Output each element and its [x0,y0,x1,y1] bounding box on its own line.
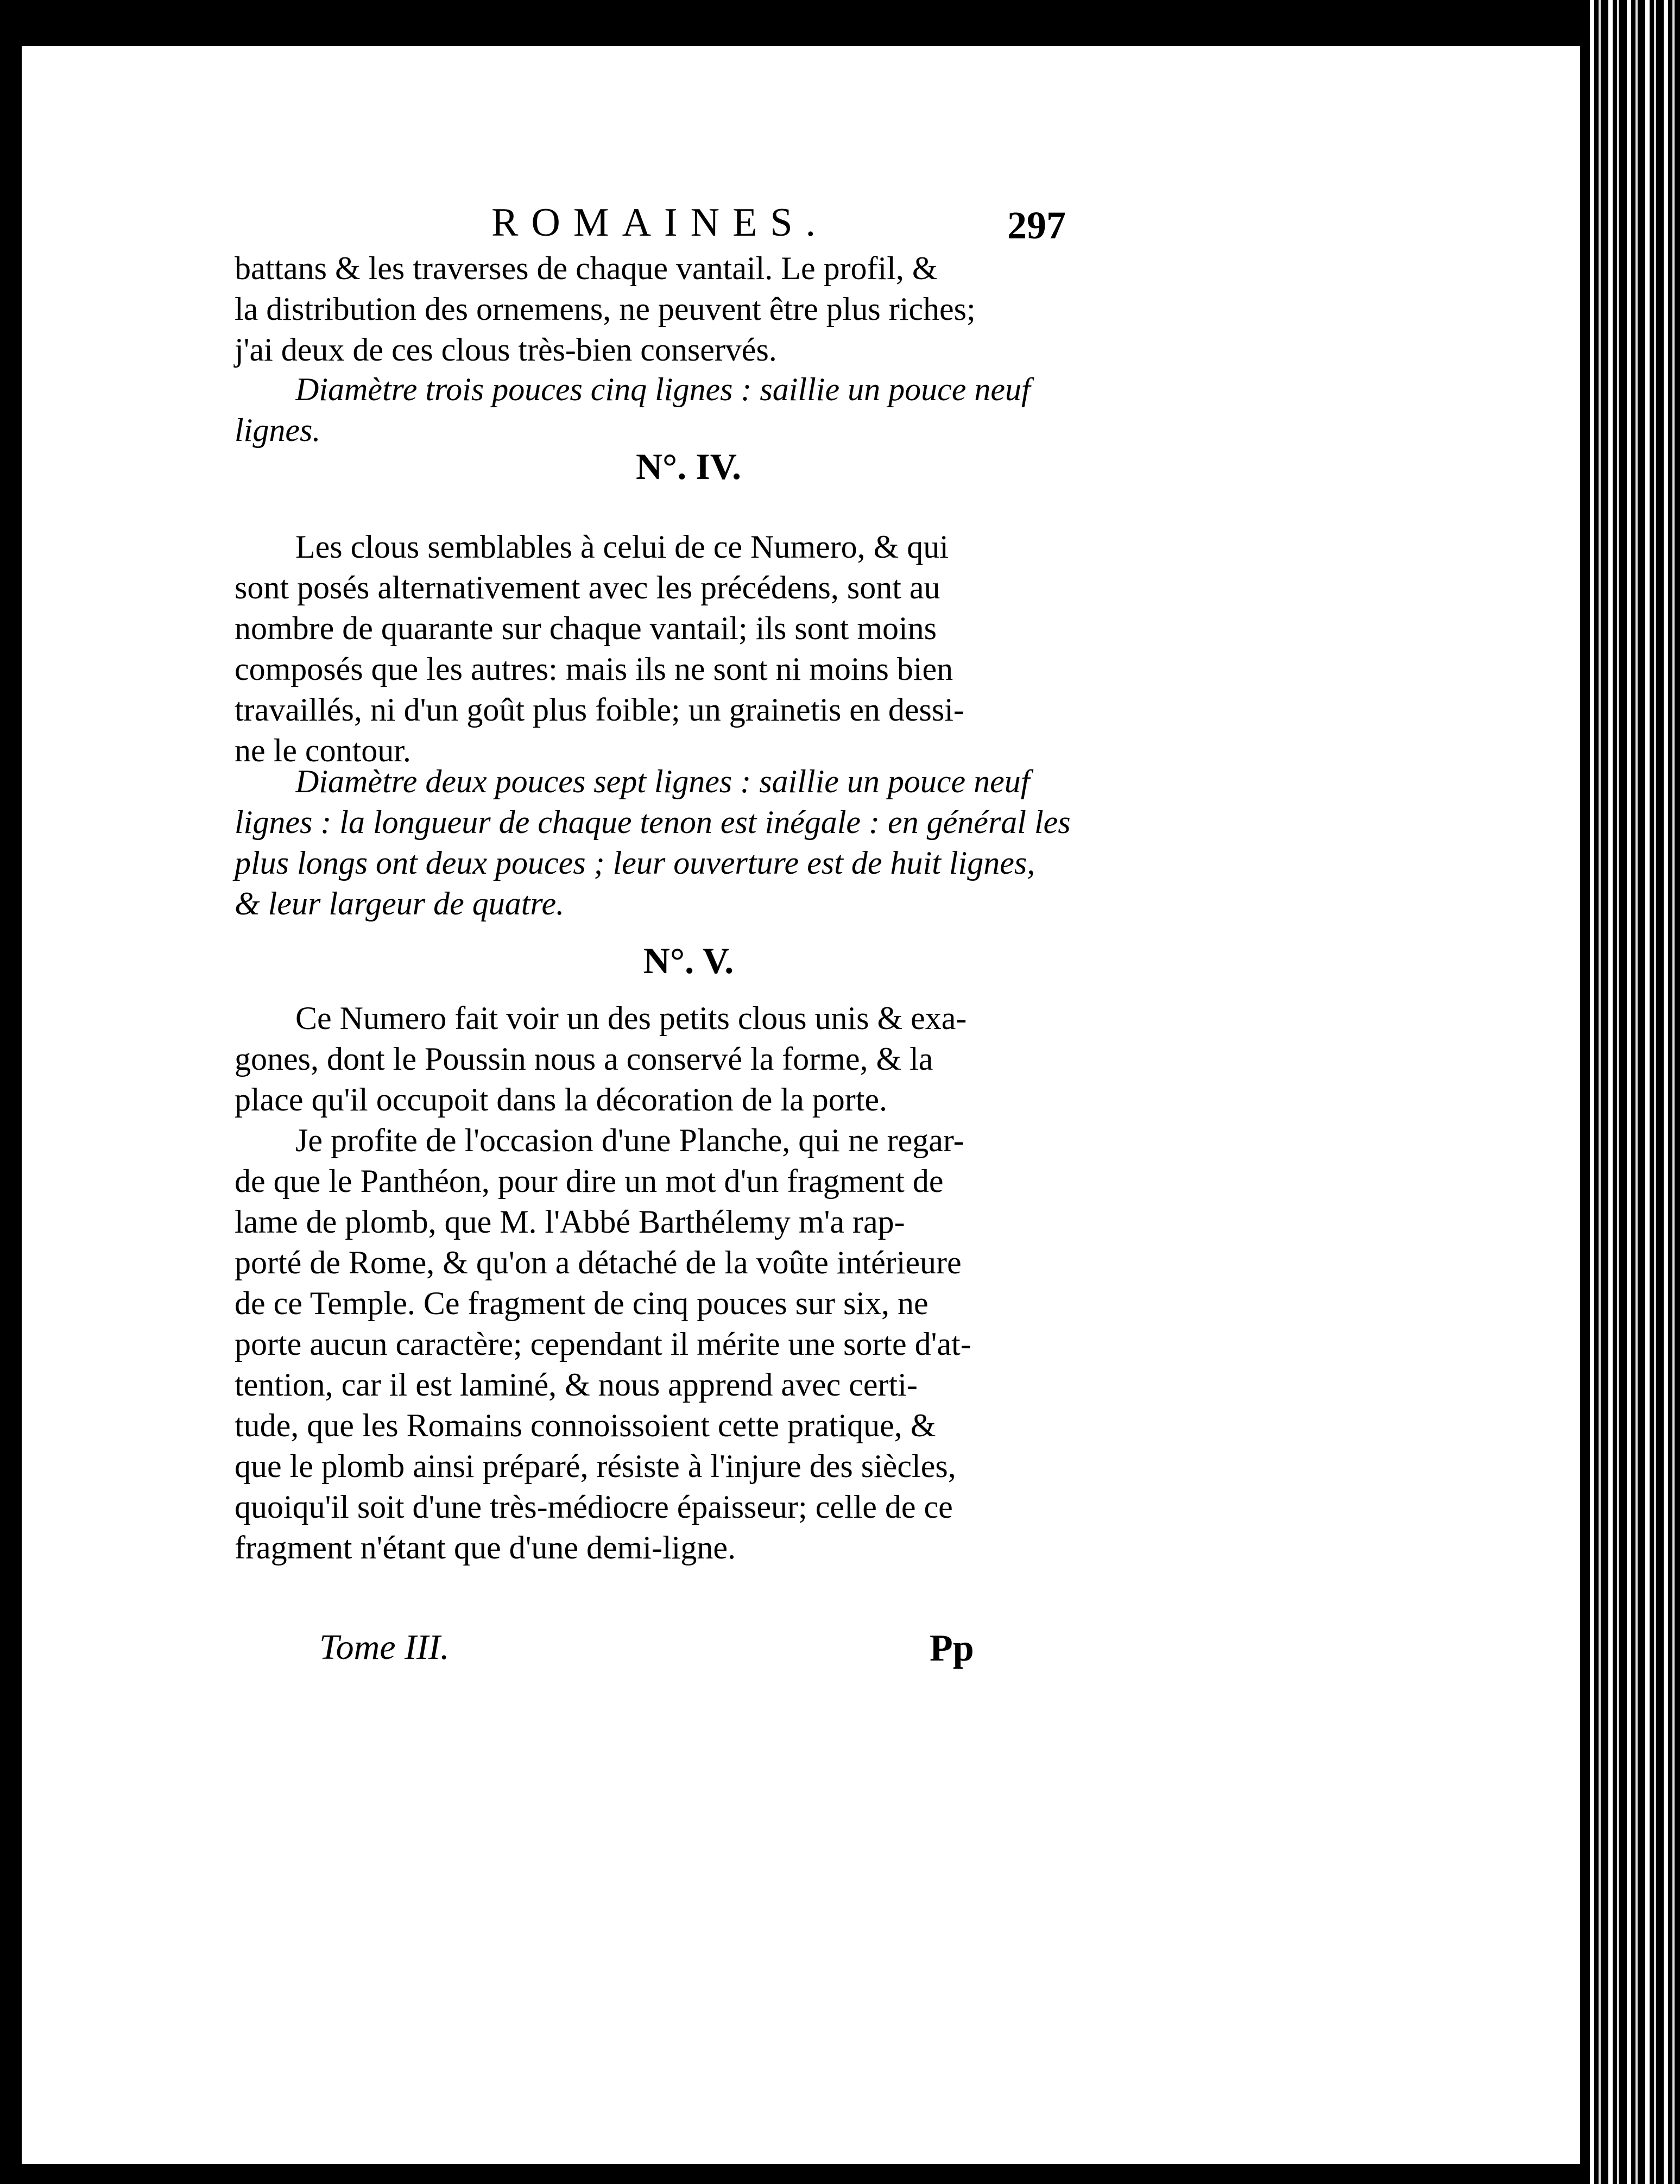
text-line: nombre de quarante sur chaque vantail; ils sont moins [235,610,937,646]
text-line: Diamètre trois pouces cinq lignes : saillie un pouce neuf [295,371,1031,407]
paragraph [235,998,967,1120]
text-line: battans & les traverses de chaque vantail. Le profil, & [235,250,938,286]
paragraph [235,527,964,771]
scan-page-edges [1582,0,1680,2184]
text-line: Ce Numero fait voir un des petits clous unis & exa- [295,1000,967,1036]
text-line: lignes : la longueur de chaque tenon est inégale : en général les [235,804,1071,840]
text-line: Les clous semblables à celui de ce Numero, & qui [295,529,949,565]
scan-top-edge [0,0,1680,46]
text-line: lignes. [235,412,321,448]
text-line: place qu'il occupoit dans la décoration de la porte. [235,1082,888,1118]
text-line: que le plomb ainsi préparé, résiste à l'injure des siècles, [235,1448,956,1484]
paragraph [235,1120,971,1568]
text-line: de que le Panthéon, pour dire un mot d'un fragment de [235,1163,944,1199]
running-head: ROMAINES. [491,200,829,245]
page-number: 297 [1007,204,1066,247]
text-line: sont posés alternativement avec les précédens, sont au [235,570,940,605]
signature-mark: Pp [930,1627,974,1669]
paragraph-continuation [235,248,976,370]
text-line: tention, car il est laminé, & nous apprend avec certi- [235,1367,918,1403]
text-line: quoiqu'il soit d'une très-médiocre épaisseur; celle de ce [235,1489,953,1525]
text-line: Diamètre deux pouces sept lignes : saillie un pouce neuf [295,763,1030,799]
text-line: porte aucun caractère; cependant il mérite une sorte d'at- [235,1326,971,1362]
text-line: fragment n'étant que d'une demi-ligne. [235,1530,736,1566]
volume-label: Tome III. [319,1627,450,1667]
section-heading: N°. V. [643,940,734,981]
text-line: la distribution des ornemens, ne peuvent être plus riches; [235,291,976,327]
text-line: lame de plomb, que M. l'Abbé Barthélemy m'a rap- [235,1204,905,1240]
text-line: travaillés, ni d'un goût plus foible; un grainetis en dessi- [235,692,964,728]
section-heading: N°. IV. [635,446,742,487]
text-line: Je profite de l'occasion d'une Planche, qui ne regar- [295,1122,964,1158]
text-line: j'ai deux de ces clous très-bien conservés. [235,332,777,368]
text-line: & leur largeur de quatre. [235,886,565,921]
text-line: plus longs ont deux pouces ; leur ouverture est de huit lignes, [235,845,1035,881]
dimensions-note [235,761,1071,924]
text-line: composés que les autres: mais ils ne sont ni moins bien [235,651,953,687]
dimensions-note [235,369,1031,451]
text-line: de ce Temple. Ce fragment de cinq pouces sur six, ne [235,1285,929,1321]
text-line: porté de Rome, & qu'on a détaché de la voûte intérieure [235,1245,962,1280]
page-header [0,200,1680,247]
text-line: gones, dont le Poussin nous a conservé la forme, & la [235,1041,933,1077]
text-line: tude, que les Romains connoissoient cette pratique, & [235,1407,936,1443]
text-line: ne le contour. [235,733,411,768]
